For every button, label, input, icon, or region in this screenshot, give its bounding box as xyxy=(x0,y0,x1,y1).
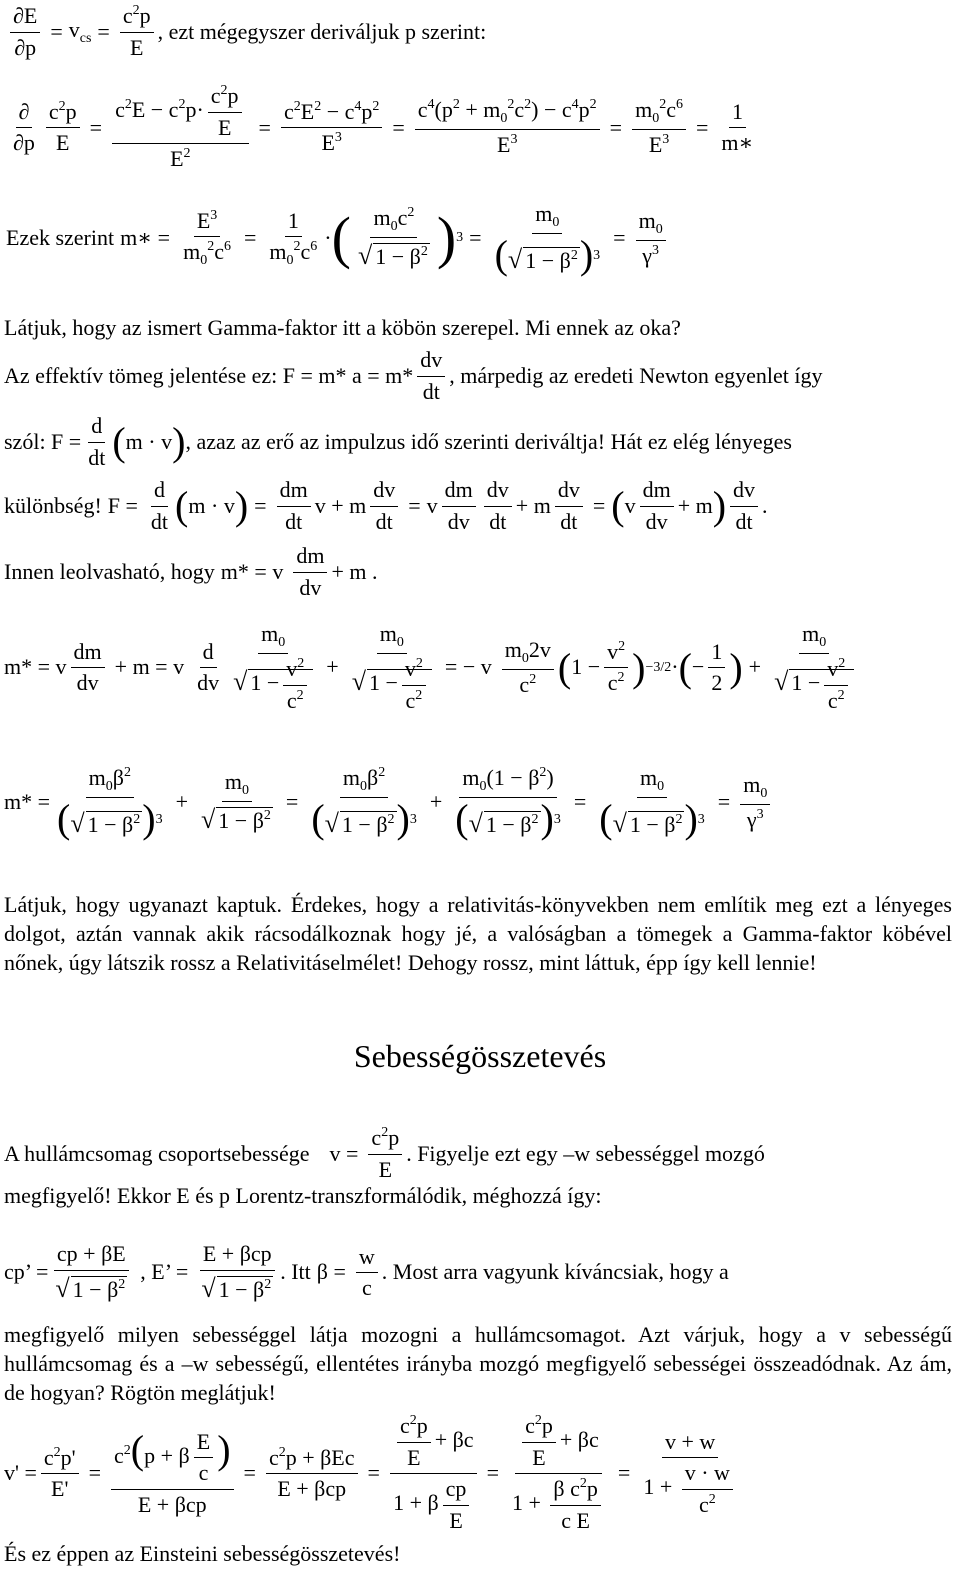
eq-second-derivative: $\frac{\partial}{\partial p}$ $\frac{c^2p}{E}$ = $c^2E - c^2p\cdot$ $\frac{c^2p}{E}$ $E^2$ = $\frac{c^2E^2 - c^4p^2}{E^3}$ = $\frac{c^4(p^2 + m_0^2c^2) - c^4p^2}{E^3}$ = $\frac{m_0^2c^6}{E^3}$ = $\frac{1}{m∗}$ xyxy=(13,83,754,172)
eq-mstar-beta: m* = $\frac{m_0\beta^2}{(√ 1 - \beta^2)^3}$ + $\frac{m_0}{√ 1 - \beta^2}$ = $\frac{m_0\beta^2}{(√ 1 - \beta^2)^3}$ + $\frac{m_0(1 - \beta^2)}{(√ 1 - \beta^2)^3}$ = $\frac{m_0}{(√ 1 - \beta^2)^3}$ = $\frac{m_0}{\gamma^3}$ xyxy=(4,764,960,841)
lorentz-line: megfigyelő! Ekkor E és p Lorentz-transzformálódik, méghozzá így: xyxy=(4,1183,602,1208)
eq-mstar-gamma: Ezek szerint m∗ = $\frac{E^3}{m_0^2c^6}$ = $\frac{1}{m_0^2c^6}$ · ( $\frac{m_0c^2}{√ 1 - \beta^2}$ ) 3 = $\frac{m_0}{(√ 1 - \beta^2)^3}$ = $\frac{m_0}{\gamma^3}$ xyxy=(6,200,960,277)
group-velocity-tail: . Figyelje ezt egy –w sebességgel mozgó xyxy=(406,1140,765,1166)
szol-label: szól: F = xyxy=(4,428,82,454)
eq-effective-mass: Az effektív tömeg jelentése ez: F = m* a = m* $\frac{dv}{dt}$ , márpedig az eredeti Newton egyenlet így xyxy=(4,347,823,404)
eq-lorentz: cp’ = $\frac{cp + \beta E}{√ 1 - \beta^2}$ , E’ = $\frac{\text{E + βcp}}{√ 1 - \beta^2}$ . Itt β = $\frac{w}{c}$ . Most arra vagyunk kíváncsiak, hogy a xyxy=(4,1241,729,1303)
intro-text: , ezt mégegyszer deriváljuk p szerint: xyxy=(157,18,487,44)
conclusion-paragraph: Látjuk, hogy ugyanazt kaptuk. Érdekes, hogy a relativitás-könyvekben nem említik meg ezt a lényeges dolgot, aztán vannak akik rácsodálkoznak hogy jé, a valóságban a tömegek a Gamma-faktor köbével nőnek, úgy látszik rossz a Relativitáselmélet! Dehogy rossz, mint láttuk, épp így kell lennie! xyxy=(4,892,952,975)
eq-product-rule: különbség! F = $\frac{d}{dt}$ ( m · v ) = $\frac{dm}{dt}$ v + m $\frac{dv}{dt}$ = v $\frac{dm}{dv}$ $\frac{dv}{dt}$ + m $\frac{dv}{dt}$ = ( v $\frac{dm}{dv}$ + m ) $\frac{dv}{dt}$ . xyxy=(4,477,768,534)
eff-mass-intro: Az effektív tömeg jelentése ez: F = m* a = m* xyxy=(4,362,414,388)
eq-mstar-def: Innen leolvasható, hogy m* = v $\frac{dm}{dv}$ + m . xyxy=(4,543,378,600)
kulonbseg-label: különbség! xyxy=(4,492,102,518)
eq-group-velocity: A hullámcsomag csoportsebessége v = $\frac{c^2p}{E}$ . Figyelje ezt egy –w sebességgel mozgó xyxy=(4,1125,765,1182)
itt-tail: . Most arra vagyunk kíváncsiak, hogy a xyxy=(381,1259,729,1285)
itt-label: . Itt xyxy=(280,1259,311,1285)
eff-mass-tail: , márpedig az eredeti Newton egyenlet így xyxy=(449,362,823,388)
final-line: És ez éppen az Einsteini sebességösszetevés! xyxy=(4,1541,401,1566)
eq-velocity-addition: v' = $\frac{c^2p'}{E'}$ = $c^2(p + \beta$ $\frac{E}{c}$ ) E + βcp = $\frac{c^2p + \beta Ec}{\text{E + βcp}}$ = $\frac{c^2p}{E}$ + βc 1 + β $\frac{cp}{E}$ = $\frac{c^2p}{E}$ + βc 1 + $\frac{\beta c^2p}{\text{c E}}$ = v + w 1 + $\frac{v \cdot w}{c^2}$ xyxy=(4,1412,960,1535)
eq-derivative-intro: $\frac{\partial E}{\partial p}$ = $v_{cs}$ = $\frac{c^2p}{E}$ , ezt mégegyszer deriváljuk p szerint: xyxy=(6,2,960,62)
question-paragraph: megfigyelő milyen sebességgel látja mozogni a hullámcsomagot. Azt várjuk, hogy a v sebességű hullámcsomag és a –w sebességű, ellentétes irányba mozgó megfigyelő sebességei összeadódnak. Az ám, de hogyan? Rögtön meglátjuk! xyxy=(4,1322,952,1405)
innen-label: Innen leolvasható, hogy xyxy=(4,558,215,584)
section-heading: Sebességösszetevés xyxy=(353,1038,607,1074)
gamma-note: Látjuk, hogy az ismert Gamma-faktor itt a köbön szerepel. Mi ennek az oka? xyxy=(4,315,681,340)
ezek-label: Ezek szerint xyxy=(6,225,115,251)
eq-newton: szól: F = $\frac{d}{dt}$ ( m · v ) , azaz az erő az impulzus idő szerinti deriváltja! Hát ez elég lényeges xyxy=(4,413,792,470)
eq-mstar-expansion: m* = v $\frac{dm}{dv}$ + m = v $\frac{d}{dv}$ $m_0$ √ 1 − $\frac{v^2}{c^2}$ + $m_0$ √ 1 − $\frac{v^2}{c^2}$ = − v $\frac{m_02v}{c^2}$ ( 1 − $\frac{v^2}{c^2}$ ) −3/2 · ( − $\frac{1}{2}$ ) + $m_0$ √ 1 − $\frac{v^2}{c^2}$ xyxy=(4,620,960,715)
group-velocity-intro: A hullámcsomag csoportsebessége xyxy=(4,1140,310,1166)
szol-tail: , azaz az erő az impulzus idő szerinti deriváltja! Hát ez elég lényeges xyxy=(185,428,792,454)
